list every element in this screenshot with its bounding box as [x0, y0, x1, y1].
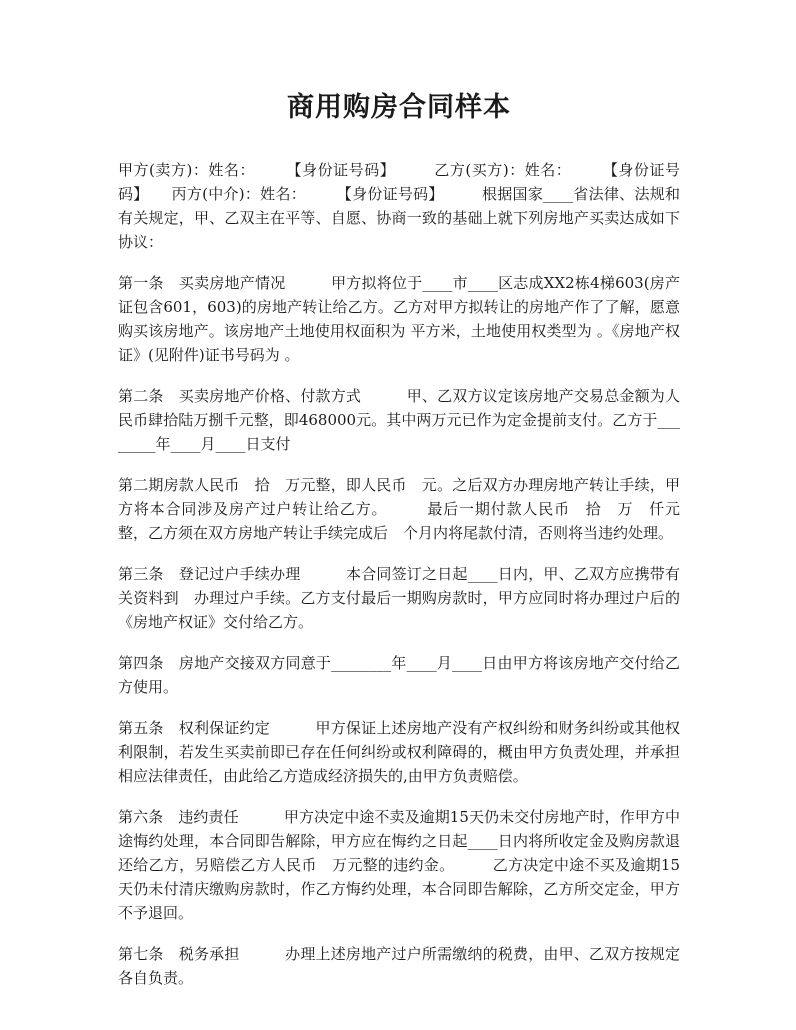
paragraph-article-1: 第一条 买卖房地产情况 甲方拟将位于____市____区志成XX2栋4梯603(房产证包含601，603)的房地产转让给乙方。乙方对甲方拟转让的房地产作了了解，愿意购买该房地产。该房地产土地使用权面积为 平方米，土地使用权类型为 。《房地产权证》(见附件)证书号码为 。 [118, 274, 680, 364]
paragraph-article-6: 第六条 违约责任 甲方决定中途不卖及逾期15天仍未交付房地产时，作甲方中途悔约处理，本合同即告解除，甲方应在悔约之日起____日内将所收定金及购房款退还给乙方，另赔偿乙方人民币 万元整的违约金。 乙方决定中途不买及逾期15天仍未付清庆缴购房款时，作乙方悔约处理，本合同即告解除，乙方所交定金，甲方不予退回。 [118, 808, 680, 922]
paragraph-article-7: 第七条 税务承担 办理上述房地产过户所需缴纳的税费，由甲、乙双方按规定各自负责。 [118, 945, 680, 987]
paragraph-parties: 甲方(卖方)：姓名： 【身份证号码】 乙方(买方)：姓名： 【身份证号码】 丙方(中介)：姓名： 【身份证号码】 根据国家____省法律、法规和有关规定，甲、乙双主在平等、自愿、协商一致的基础上就下列房地产买卖达成如下协议： [118, 161, 680, 251]
paragraph-article-5: 第五条 权利保证约定 甲方保证上述房地产没有产权纠纷和财务纠纷或其他权利限制，若发生买卖前即已存在任何纠纷或权利障碍的，概由甲方负责处理，并承担相应法律责任，由此给乙方造成经济损失的,由甲方负责赔偿。 [118, 719, 680, 785]
paragraph-article-2-payments: 第二期房款人民币 拾 万元整，即人民币 元。之后双方办理房地产转让手续，甲方将本合同涉及房产过户转让给乙方。 最后一期付款人民币 拾 万 仟元整，乙方须在双方房地产转让手续完成后 个月内将尾款付清，否则将当违约处理。 [118, 476, 680, 542]
paragraph-article-2: 第二条 买卖房地产价格、付款方式 甲、乙双方议定该房地产交易总金额为人民币肆拾陆万捌千元整，即468000元。其中两万元已作为定金提前支付。乙方于________年____月____日支付 [118, 387, 680, 453]
document-title: 商用购房合同样本 [287, 92, 511, 123]
paragraph-article-3: 第三条 登记过户手续办理 本合同签订之日起____日内，甲、乙双方应携带有关资料到 办理过户手续。乙方支付最后一期购房款时，甲方应同时将办理过户后的《房地产权证》交付给乙方。 [118, 565, 680, 631]
paragraph-article-4: 第四条 房地产交接双方同意于________年____月____日由甲方将该房地产交付给乙方使用。 [118, 654, 680, 696]
